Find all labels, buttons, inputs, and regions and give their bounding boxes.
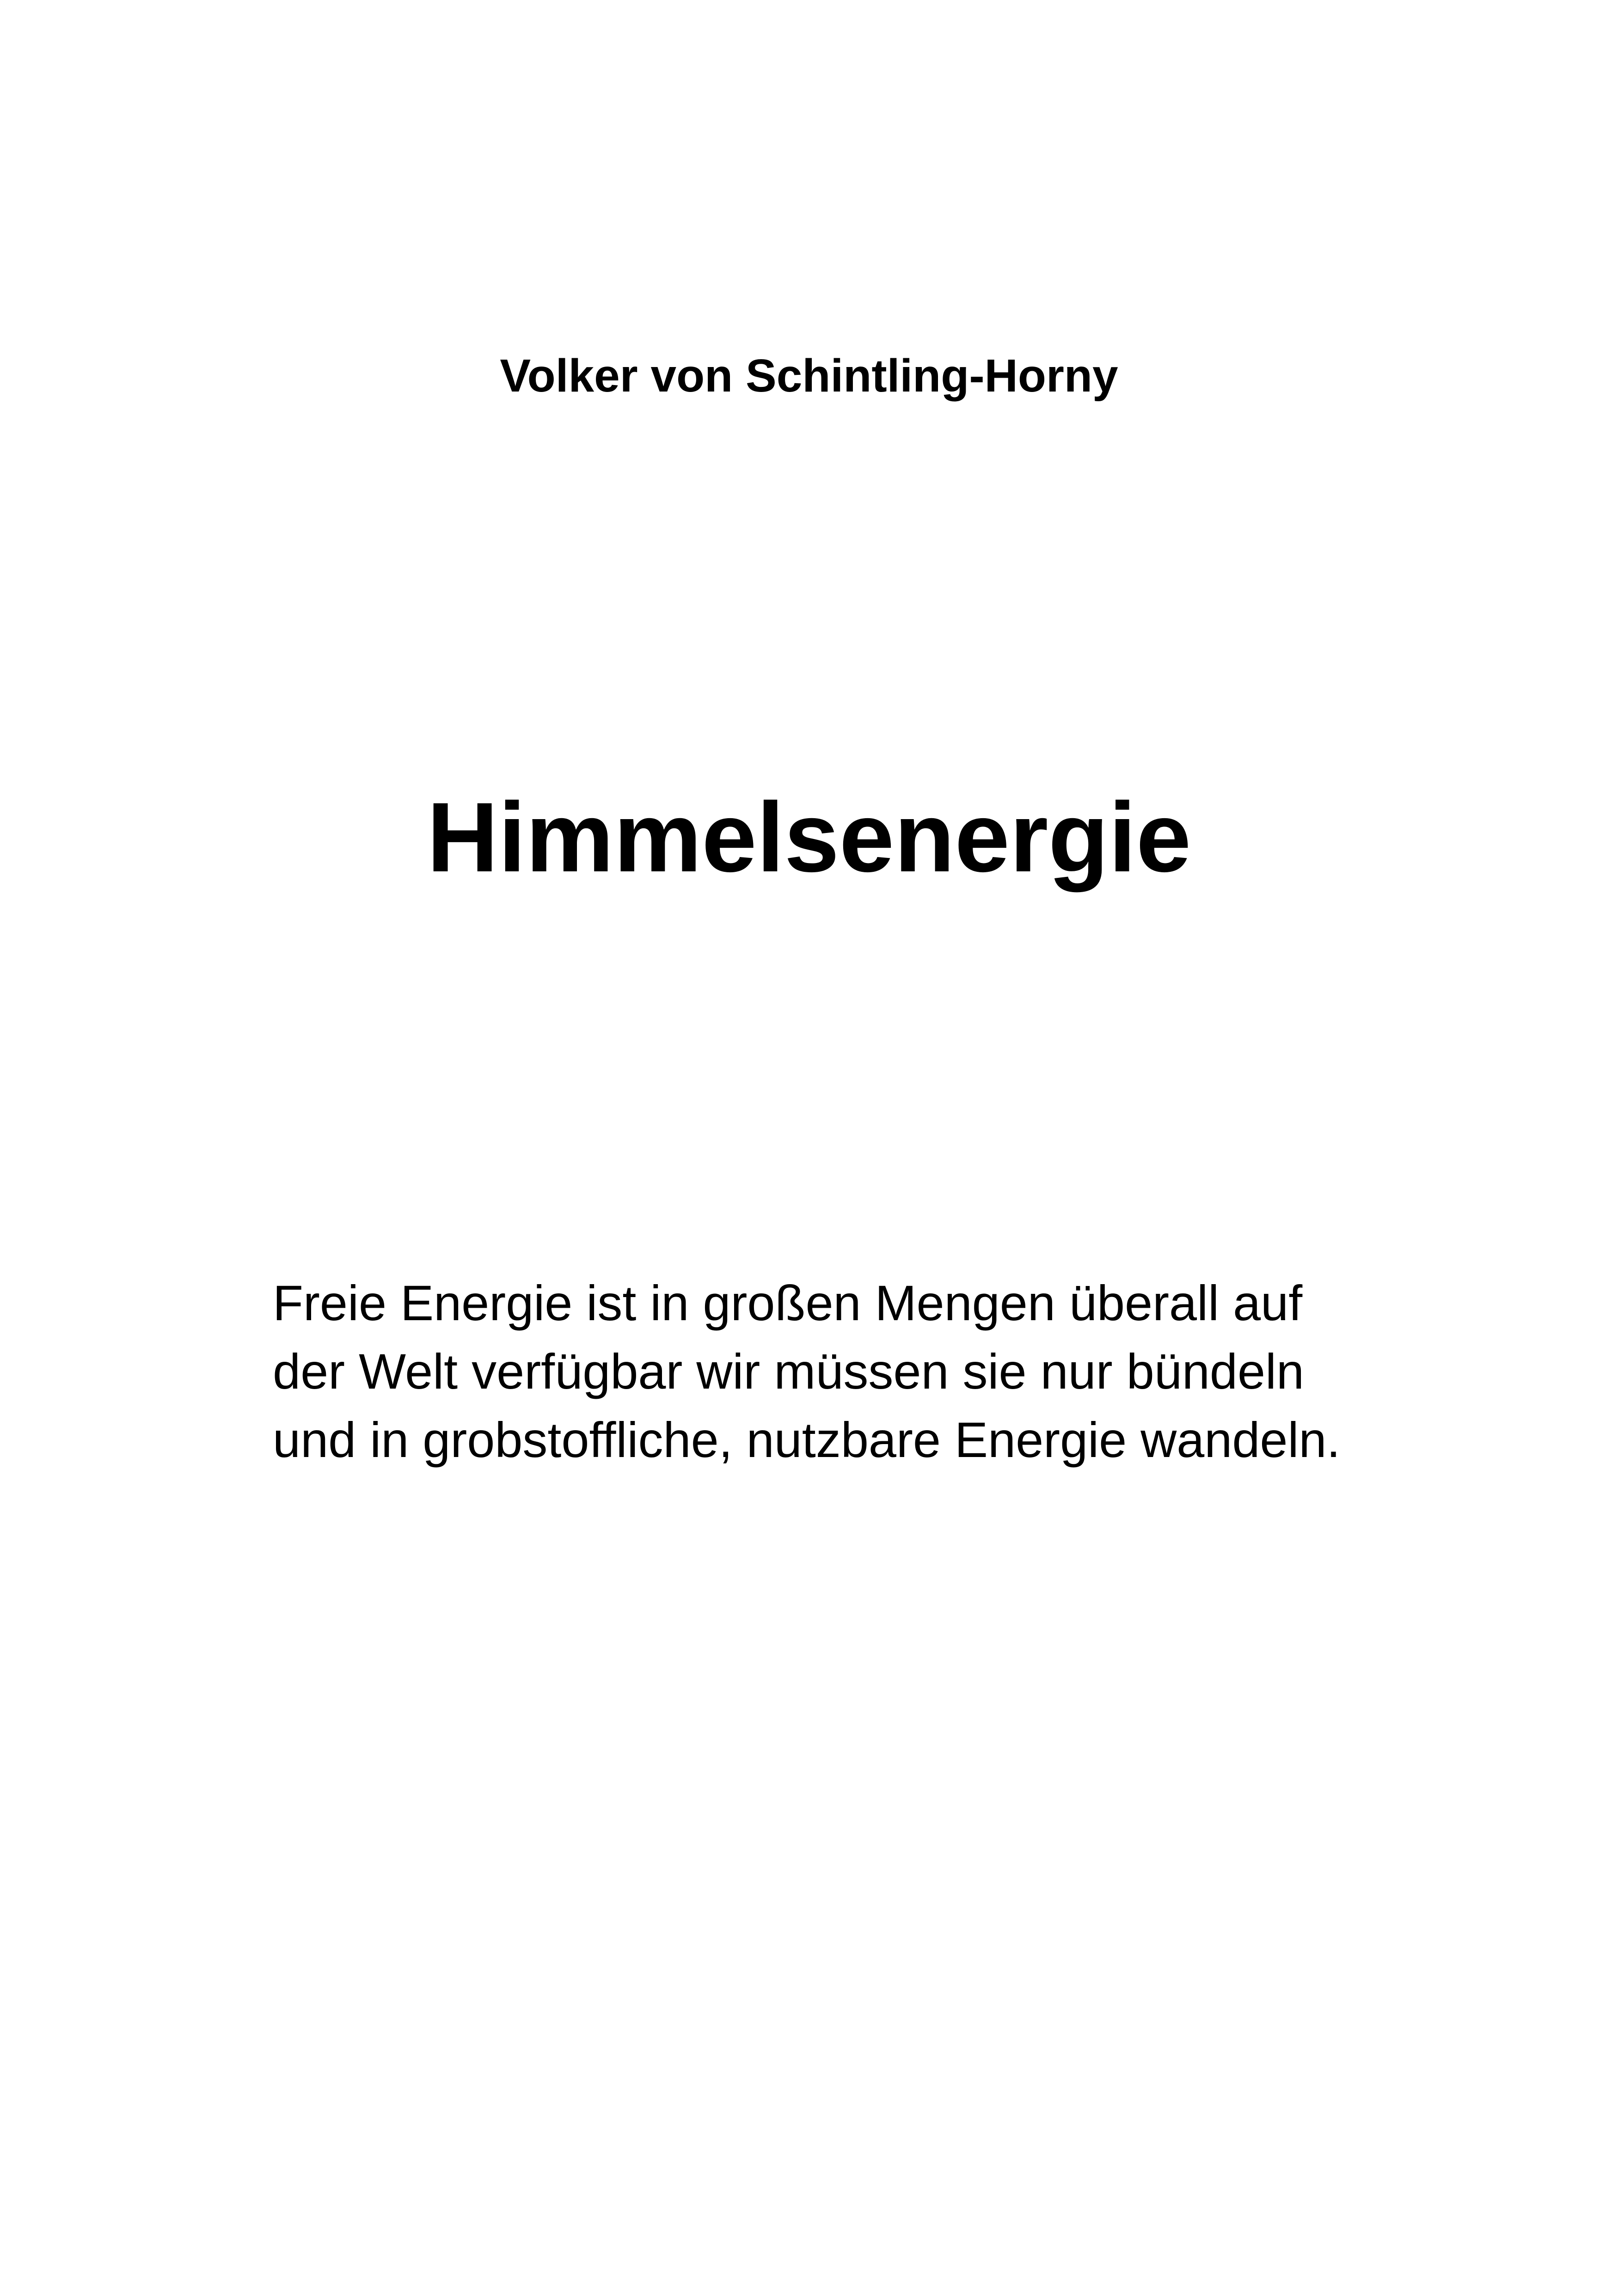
blurb-line: Freie Energie ist in großen Mengen überall auf bbox=[273, 1275, 1303, 1331]
blurb-line: und in grobstoffliche, nutzbare Energie wandeln. bbox=[273, 1412, 1341, 1468]
blurb bbox=[273, 1269, 1428, 1474]
book-title: Himmelsenergie bbox=[427, 782, 1191, 893]
blurb-line: der Welt verfügbar wir müssen sie nur bündeln bbox=[273, 1343, 1305, 1399]
author-name: Volker von Schintling-Horny bbox=[500, 350, 1118, 402]
